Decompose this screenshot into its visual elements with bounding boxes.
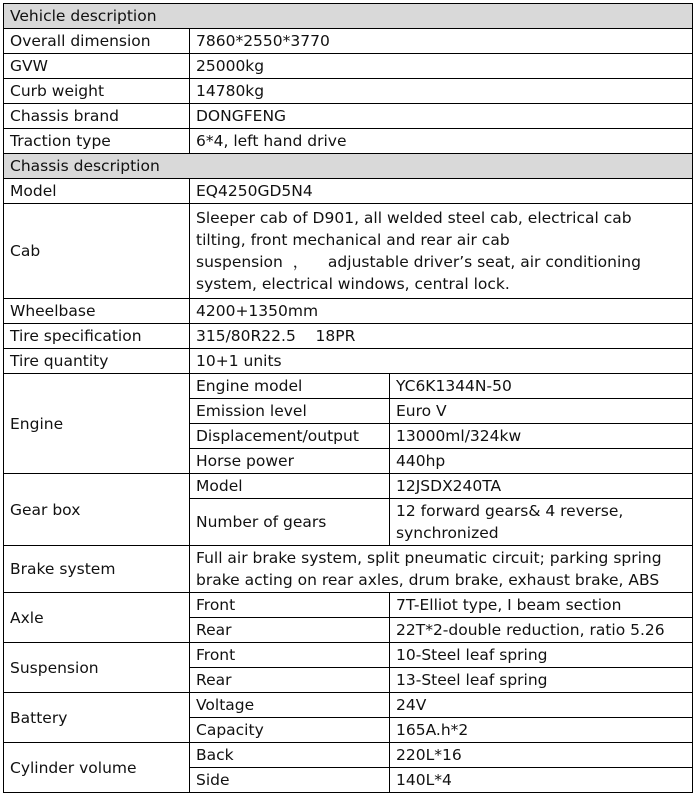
sub-value: 13000ml/324kw <box>390 424 693 449</box>
sub-value: 10-Steel leaf spring <box>390 643 693 668</box>
row-label: GVW <box>4 54 190 79</box>
group-label-battery: Battery <box>4 693 190 743</box>
sub-value: 220L*16 <box>390 743 693 768</box>
group-label-axle: Axle <box>4 593 190 643</box>
table-row <box>4 474 693 499</box>
row-value: 10+1 units <box>190 349 693 374</box>
sub-value: 165A.h*2 <box>390 718 693 743</box>
section-vehicle-description <box>4 4 693 29</box>
table-row <box>4 324 693 349</box>
sub-label: Rear <box>190 668 390 693</box>
row-value: Sleeper cab of D901, all welded steel cab, electrical cab tilting, front mechanical and rear air cab suspension ， adjustable driver’s seat, air conditioning system, electrical windows, central lock. <box>190 204 693 299</box>
sub-label: Front <box>190 593 390 618</box>
sub-value: 140L*4 <box>390 768 693 793</box>
sub-value: 22T*2-double reduction, ratio 5.26 <box>390 618 693 643</box>
table-row <box>4 129 693 154</box>
row-value: 6*4, left hand drive <box>190 129 693 154</box>
sub-value: 7T-Elliot type, I beam section <box>390 593 693 618</box>
table-row <box>4 593 693 618</box>
sub-label: Engine model <box>190 374 390 399</box>
sub-label: Back <box>190 743 390 768</box>
sub-label: Horse power <box>190 449 390 474</box>
sub-label: Number of gears <box>190 499 390 546</box>
sub-label: Displacement/output <box>190 424 390 449</box>
table-row <box>4 743 693 768</box>
row-label: Cab <box>4 204 190 299</box>
sub-label: Side <box>190 768 390 793</box>
table-row <box>4 204 693 299</box>
sub-value: 24V <box>390 693 693 718</box>
row-label: Wheelbase <box>4 299 190 324</box>
table-row <box>4 299 693 324</box>
sub-value: 12JSDX240TA <box>390 474 693 499</box>
sub-value: YC6K1344N-50 <box>390 374 693 399</box>
row-value: 14780kg <box>190 79 693 104</box>
group-label-suspension: Suspension <box>4 643 190 693</box>
table-row <box>4 29 693 54</box>
row-label: Traction type <box>4 129 190 154</box>
sub-value: 440hp <box>390 449 693 474</box>
sub-value: Euro V <box>390 399 693 424</box>
sub-label: Capacity <box>190 718 390 743</box>
sub-label: Voltage <box>190 693 390 718</box>
row-label: Brake system <box>4 546 190 593</box>
row-label: Tire specification <box>4 324 190 349</box>
row-label: Tire quantity <box>4 349 190 374</box>
section-header: Chassis description <box>4 154 693 179</box>
table-row <box>4 693 693 718</box>
row-value: EQ4250GD5N4 <box>190 179 693 204</box>
row-label: Curb weight <box>4 79 190 104</box>
row-value: 315/80R22.5 18PR <box>190 324 693 349</box>
sub-label: Model <box>190 474 390 499</box>
table-row <box>4 374 693 399</box>
group-label-cylinder-volume: Cylinder volume <box>4 743 190 793</box>
sub-label: Front <box>190 643 390 668</box>
group-label-engine: Engine <box>4 374 190 474</box>
sub-label: Emission level <box>190 399 390 424</box>
table-row <box>4 179 693 204</box>
row-label: Overall dimension <box>4 29 190 54</box>
row-value: DONGFENG <box>190 104 693 129</box>
section-header: Vehicle description <box>4 4 693 29</box>
row-value: 7860*2550*3770 <box>190 29 693 54</box>
row-value: 25000kg <box>190 54 693 79</box>
table-row <box>4 79 693 104</box>
row-label: Model <box>4 179 190 204</box>
section-chassis-description <box>4 154 693 179</box>
sub-value: 12 forward gears& 4 reverse, synchronized <box>390 499 693 546</box>
row-label: Chassis brand <box>4 104 190 129</box>
table-row <box>4 349 693 374</box>
table-row <box>4 104 693 129</box>
sub-value: 13-Steel leaf spring <box>390 668 693 693</box>
table-row <box>4 643 693 668</box>
sub-label: Rear <box>190 618 390 643</box>
vehicle-spec-table <box>3 3 693 793</box>
row-value: Full air brake system, split pneumatic circuit; parking spring brake acting on rear axles, drum brake, exhaust brake, ABS <box>190 546 693 593</box>
table-row <box>4 546 693 593</box>
row-value: 4200+1350mm <box>190 299 693 324</box>
table-row <box>4 54 693 79</box>
group-label-gearbox: Gear box <box>4 474 190 546</box>
